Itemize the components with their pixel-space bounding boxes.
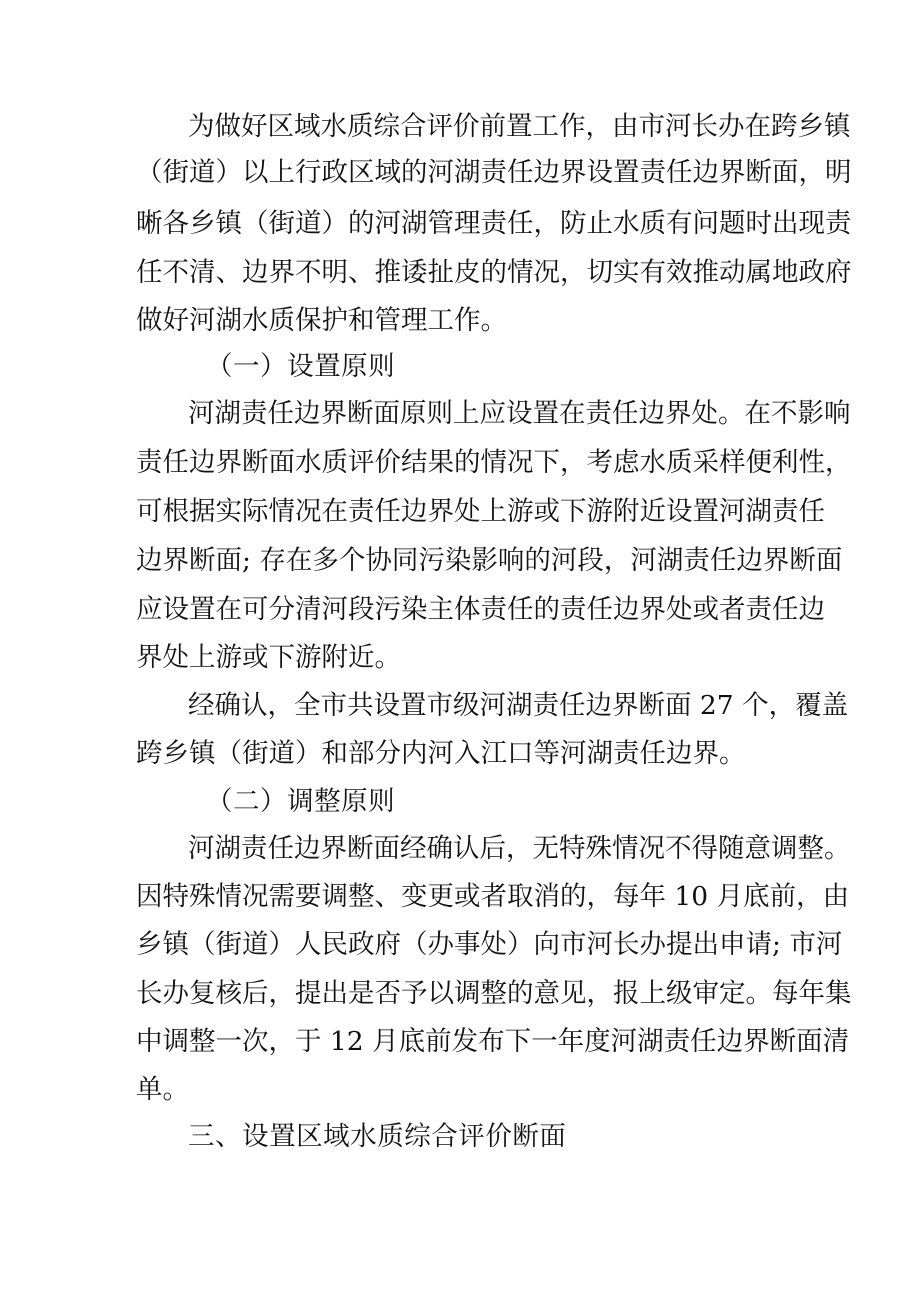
paragraph-4-line-6: 单。 — [136, 1074, 189, 1105]
paragraph-4-line-4: 长办复核后，提出是否予以调整的意见，报上级审定。每年集 — [136, 978, 852, 1009]
paragraph-2-line-3: 可根据实际情况在责任边界处上游或下游附近设置河湖责任 — [136, 496, 825, 527]
paragraph-2-line-6: 界处上游或下游附近。 — [136, 642, 401, 673]
paragraph-4-line-3: 乡镇（街道）人民政府（办事处）向市河长办提出申请; 市河 — [136, 929, 843, 960]
section-heading-setting-principles: （一）设置原则 — [206, 351, 396, 382]
paragraph-2-line-5: 应设置在可分清河段污染主体责任的责任边界处或者责任边 — [136, 594, 825, 625]
paragraph-1-line-5: 做好河湖水质保护和管理工作。 — [136, 305, 507, 336]
paragraph-4-line-2: 因特殊情况需要调整、变更或者取消的，每年 10 月底前，由 — [136, 881, 850, 912]
section-heading-three: 三、设置区域水质综合评价断面 — [188, 1121, 567, 1152]
paragraph-3-line-1: 经确认，全市共设置市级河湖责任边界断面 27 个，覆盖 — [188, 690, 849, 721]
paragraph-1-line-1: 为做好区域水质综合评价前置工作，由市河长办在跨乡镇 — [188, 111, 851, 142]
paragraph-1-line-2: （街道）以上行政区域的河湖责任边界设置责任边界断面，明 — [136, 157, 852, 188]
paragraph-2-line-4: 边界断面; 存在多个协同污染影响的河段，河湖责任边界断面 — [136, 545, 843, 576]
paragraph-1-line-3: 晰各乡镇（街道）的河湖管理责任，防止水质有问题时出现责 — [136, 208, 852, 239]
paragraph-2-line-2: 责任边界断面水质评价结果的情况下，考虑水质采样便利性， — [136, 447, 852, 478]
paragraph-4-line-5: 中调整一次，于 12 月底前发布下一年度河湖责任边界断面清 — [136, 1026, 850, 1057]
section-heading-adjustment-principles: （二）调整原则 — [206, 786, 396, 817]
paragraph-2-line-1: 河湖责任边界断面原则上应设置在责任边界处。在不影响 — [188, 398, 851, 429]
paragraph-4-line-1: 河湖责任边界断面经确认后，无特殊情况不得随意调整。 — [188, 833, 851, 864]
paragraph-1-line-4: 任不清、边界不明、推诿扯皮的情况，切实有效推动属地政府 — [136, 257, 852, 288]
paragraph-3-line-2: 跨乡镇（街道）和部分内河入江口等河湖责任边界。 — [136, 738, 746, 769]
